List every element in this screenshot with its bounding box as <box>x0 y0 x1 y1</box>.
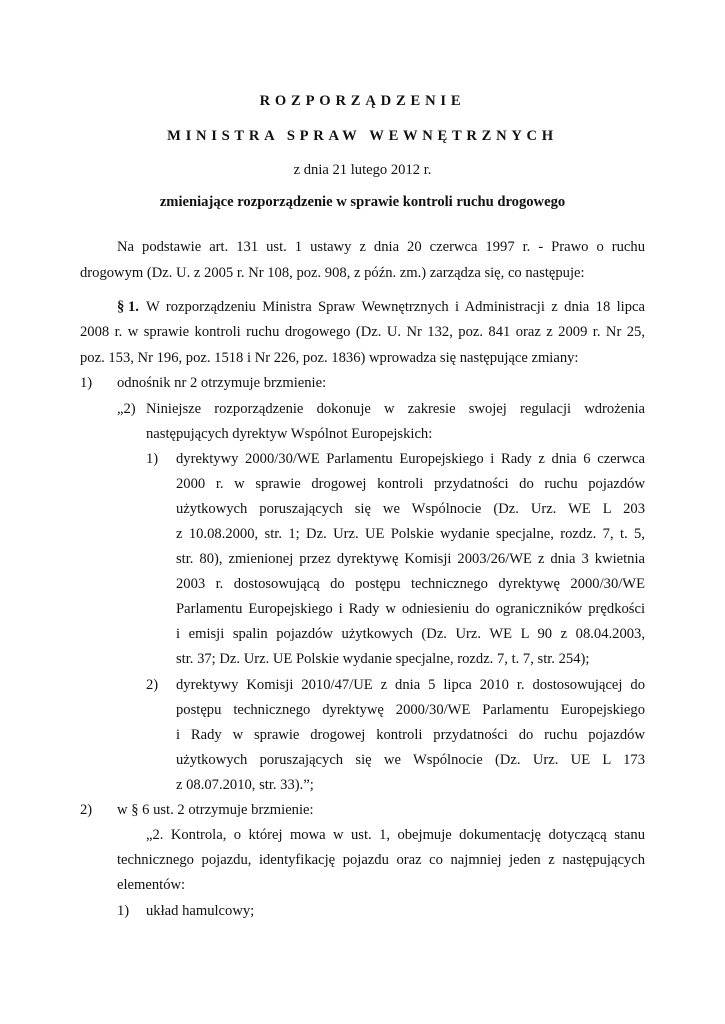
section-line: 2008 r. w sprawie kontroli ruchu drogowego (Dz. U. Nr 132, poz. 841 oraz z 2009 r. Nr 25, <box>80 324 645 340</box>
sub-item-number: 1) <box>117 903 130 919</box>
sub-item-line: i Rady w sprawie drogowej kontroli przydatności do ruchu pojazdów <box>176 727 645 743</box>
sub-item-number: 2) <box>146 677 159 693</box>
preamble-line: Na podstawie art. 131 ust. 1 ustawy z dnia 20 czerwca 1997 r. - Prawo o ruchu <box>117 239 645 255</box>
quote-line: Niniejsze rozporządzenie dokonuje w zakresie swojej regulacji wdrożenia <box>146 401 645 417</box>
sub-item-line: 2000 r. w sprawie drogowej kontroli przydatności do ruchu pojazdów <box>176 476 645 492</box>
item-text: odnośnik nr 2 otrzymuje brzmienie: <box>117 375 327 391</box>
section-mark: § 1. <box>117 299 139 315</box>
sub-item-line: postępu technicznego dyrektywę 2000/30/WE Parlamentu Europejskiego <box>176 702 645 718</box>
sub-item-line: Parlamentu Europejskiego i Rady w odniesieniu do ograniczników prędkości <box>176 601 645 617</box>
sub-item-line: użytkowych poruszających się we Wspólnocie (Dz. Urz. UE L 173 <box>176 752 645 768</box>
sub-item-line: i emisji spalin pojazdów użytkowych (Dz. Urz. WE L 90 z 08.04.2003, <box>176 626 645 642</box>
quote-line: następujących dyrektyw Wspólnot Europejskich: <box>146 426 433 442</box>
quote-number: „2) <box>117 401 136 417</box>
item-number: 1) <box>80 375 93 391</box>
section-line: W rozporządzeniu Ministra Spraw Wewnętrznych i Administracji z dnia 18 lipca <box>146 299 645 315</box>
item-text: w § 6 ust. 2 otrzymuje brzmienie: <box>117 802 314 818</box>
sub-item-line: str. 37; Dz. Urz. UE Polskie wydanie specjalne, rozdz. 7, t. 7, str. 254); <box>176 651 590 667</box>
document-title: ROZPORZĄDZENIE <box>259 93 466 109</box>
sub-item-line: układ hamulcowy; <box>146 903 255 919</box>
document-subject: zmieniające rozporządzenie w sprawie kontroli ruchu drogowego <box>159 194 566 210</box>
item-number: 2) <box>80 802 93 818</box>
quote-line: technicznego pojazdu, identyfikację pojazdu oraz co najmniej jeden z następujących <box>117 852 645 868</box>
issuing-authority: MINISTRA SPRAW WEWNĘTRZNYCH <box>167 128 558 144</box>
preamble-line: drogowym (Dz. U. z 2005 r. Nr 108, poz. 908, z późn. zm.) zarządza się, co następuje: <box>80 265 585 281</box>
sub-item-line: z 10.08.2000, str. 1; Dz. Urz. UE Polskie wydanie specjalne, rozdz. 7, t. 5, <box>176 526 645 542</box>
sub-item-line: dyrektywy 2000/30/WE Parlamentu Europejskiego i Rady z dnia 6 czerwca <box>176 451 645 467</box>
sub-item-number: 1) <box>146 451 159 467</box>
section-line: poz. 153, Nr 196, poz. 1518 i Nr 226, poz. 1836) wprowadza się następujące zmiany: <box>80 350 579 366</box>
quote-line: „2. Kontrola, o której mowa w ust. 1, obejmuje dokumentację dotyczącą stanu <box>146 827 645 843</box>
sub-item-line: dyrektywy Komisji 2010/47/UE z dnia 5 lipca 2010 r. dostosowującej do <box>176 677 645 693</box>
sub-item-line: str. 80), zmienionej przez dyrektywę Komisji 2003/26/WE z dnia 3 kwietnia <box>176 551 645 567</box>
document-date: z dnia 21 lutego 2012 r. <box>293 162 432 178</box>
sub-item-line: 2003 r. dostosowującą do postępu technicznego dyrektywę 2000/30/WE <box>176 576 645 592</box>
sub-item-line: użytkowych poruszających się we Wspólnocie (Dz. Urz. WE L 203 <box>176 501 645 517</box>
sub-item-line: z 08.07.2010, str. 33).”; <box>176 777 314 793</box>
quote-line: elementów: <box>117 877 186 893</box>
